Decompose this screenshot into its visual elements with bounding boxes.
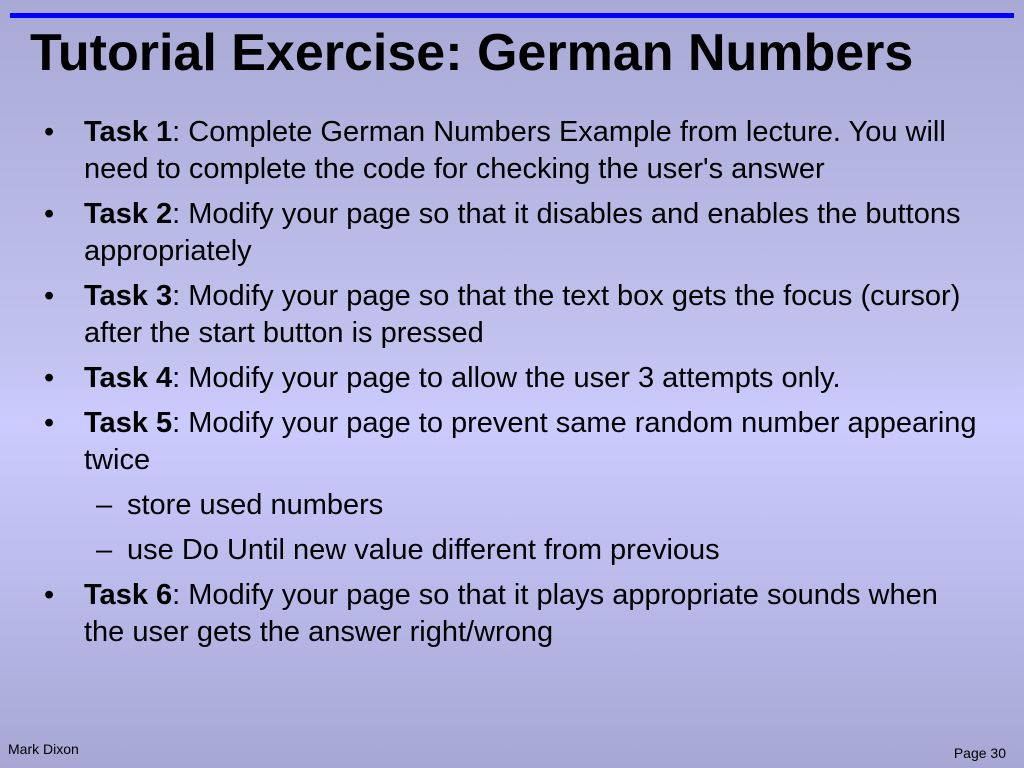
bullet-task-5: [44, 405, 984, 479]
footer-page-number: Page 30: [953, 745, 1006, 761]
task-text: : Modify your page so that it disables and enables the buttons appropriately: [84, 198, 961, 267]
bullet-list: [0, 114, 1024, 659]
bullet-task-1: [44, 114, 984, 188]
task-text: : Modify your page to allow the user 3 attempts only.: [172, 362, 841, 394]
task-label: Task 2: [84, 198, 173, 230]
dash-icon: –: [96, 534, 113, 566]
task-label: Task 3: [84, 280, 173, 312]
task-label: Task 6: [84, 579, 173, 611]
task-label: Task 5: [84, 407, 173, 439]
bullet-task-3: [44, 278, 984, 352]
subbullet-text: use Do Until new value different from previous: [127, 534, 720, 566]
bullet-icon: •: [44, 579, 55, 611]
task-text: : Modify your page so that the text box gets the focus (cursor) after the start button is pressed: [84, 280, 961, 349]
bullet-task-2: [44, 196, 984, 270]
bullet-icon: •: [44, 198, 55, 230]
bullet-task-6: [44, 577, 984, 651]
bullet-icon: •: [44, 407, 55, 439]
subbullet-text: store used numbers: [127, 489, 384, 521]
bullet-icon: •: [44, 116, 55, 148]
task-text: : Modify your page to prevent same random number appearing twice: [84, 407, 977, 476]
task-text: : Modify your page so that it plays appropriate sounds when the user gets the answer right/wrong: [84, 579, 938, 648]
title-rule: [10, 13, 1014, 18]
task-label: Task 1: [84, 116, 173, 148]
task-label: Task 4: [84, 362, 173, 394]
subbullet-do-until: [96, 532, 977, 569]
footer-author: Mark Dixon: [8, 741, 79, 757]
slide-title: Tutorial Exercise: German Numbers: [30, 24, 914, 82]
dash-icon: –: [96, 489, 113, 521]
bullet-icon: •: [44, 362, 55, 394]
bullet-task-4: [44, 360, 984, 397]
task-text: : Complete German Numbers Example from lecture. You will need to complete the code for checking the user's answer: [84, 116, 946, 185]
bullet-icon: •: [44, 280, 55, 312]
subbullet-store-numbers: [96, 487, 977, 524]
